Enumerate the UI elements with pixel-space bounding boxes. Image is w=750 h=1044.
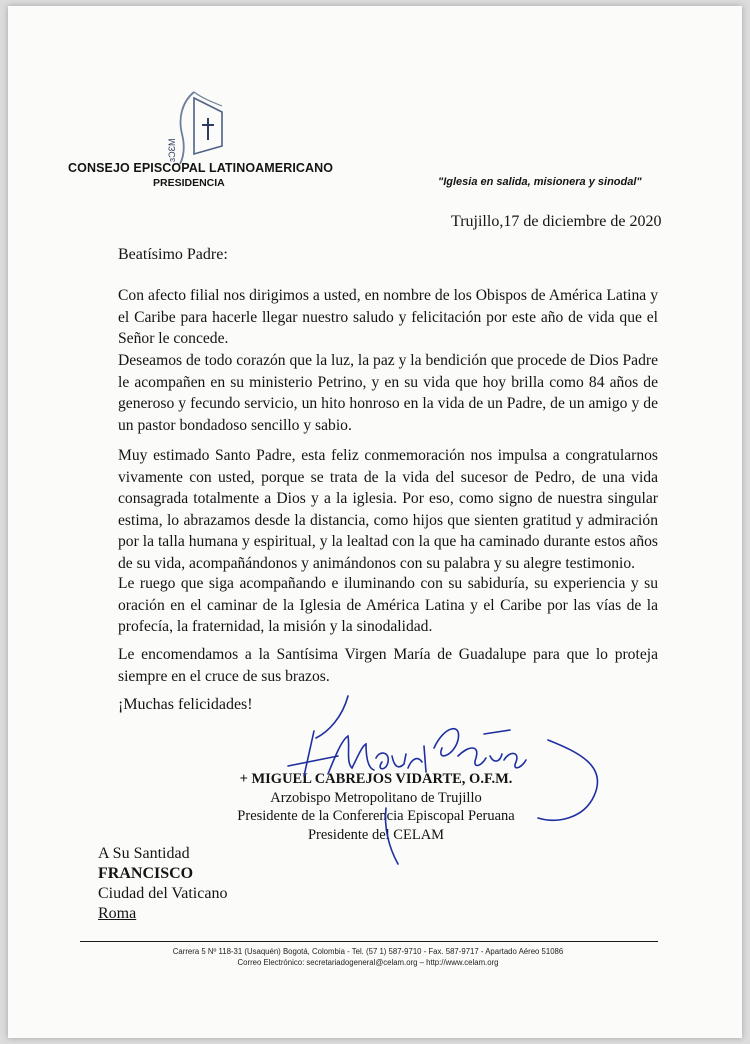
recipient-line-1: A Su Santidad [98, 845, 190, 862]
paragraph-4: Le ruego que siga acompañando e iluminando con su sabiduría, su experiencia y su oración en el caminar de la Iglesia de América Latina y el Caribe por las vías de la profecía, la fraternidad, la misión y la sinodalidad. [118, 575, 658, 635]
recipient-line-3: Ciudad del Vaticano [98, 885, 228, 902]
recipient-name: FRANCISCO [98, 865, 194, 882]
footer [8, 946, 728, 968]
recipient-line-4: Roma [98, 905, 137, 922]
footer-divider [80, 941, 658, 942]
motto: "Iglesia en salida, misionera y sinodal" [438, 176, 642, 188]
signer-title-2: Presidente de la Conferencia Episcopal Peruana [237, 808, 515, 824]
signer-title-3: Presidente del CELAM [307, 826, 445, 843]
paragraph-2: Deseamos de todo corazón que la luz, la paz y la bendición que procede de Dios Padre le acompañen en su ministerio Petrino, y en su vida que hoy brilla como 84 años de generoso y fecundo servicio, un hito honroso en la vida de un Padre, de un amigo y de un pastor bondadoso sencillo y sabio. [118, 352, 658, 434]
organization-name: CONSEJO EPISCOPAL LATINOAMERICANO [68, 161, 334, 175]
handwritten-signature [258, 696, 628, 876]
footer-address: Carrera 5 Nº 118-31 (Usaquén) Bogotá, Colombia - Tel. (57 1) 587-9710 - Fax. 587-9717 - Apartado Aéreo 51086 [172, 947, 564, 956]
letter-date: Trujillo,17 de diciembre de 2020 [451, 213, 662, 230]
footer-contact: Correo Electrónico: secretariadogeneral@celam.org – http://www.celam.org [237, 958, 499, 967]
salutation: Beatísimo Padre: [118, 246, 228, 263]
signer-name: + MIGUEL CABREJOS VIDARTE, O.F.M. [239, 771, 513, 787]
signer-title-1: Arzobispo Metropolitano de Trujillo [270, 789, 482, 806]
organization-department: PRESIDENCIA [153, 177, 225, 189]
closing: ¡Muchas felicidades! [118, 696, 253, 713]
recipient-block [98, 844, 227, 924]
paragraph-5: Le encomendamos a la Santísima Virgen María de Guadalupe para que lo proteja siempre en el cruce de sus brazos. [118, 646, 658, 685]
paragraph-3: Muy estimado Santo Padre, esta feliz conmemoración nos impulsa a congratularnos vivamente con usted, porque se trata de la vida del sucesor de Pedro, de una vida consagrada totalmente a Dios y a la iglesia. Por eso, como signo de nuestra singular estima, lo abrazamos desde la distancia, como hijos que sienten gratitud y admiración por la talla humana y espiritual, y la lealtad con la que ha caminado durante estos años de su vida, acompañándonos y animándonos con su palabra y su alegre testimonio. [118, 447, 658, 572]
celam-logo-icon [167, 88, 232, 168]
paragraph-1: Con afecto filial nos dirigimos a usted, en nombre de los Obispos de América Latina y el Caribe para hacerle llegar nuestro saludo y felicitación por este año de vida que el Señor le concede. [118, 287, 658, 347]
letter-page [8, 6, 742, 1038]
svg-text:ɜƆƐM: ɜƆƐM [167, 138, 177, 162]
